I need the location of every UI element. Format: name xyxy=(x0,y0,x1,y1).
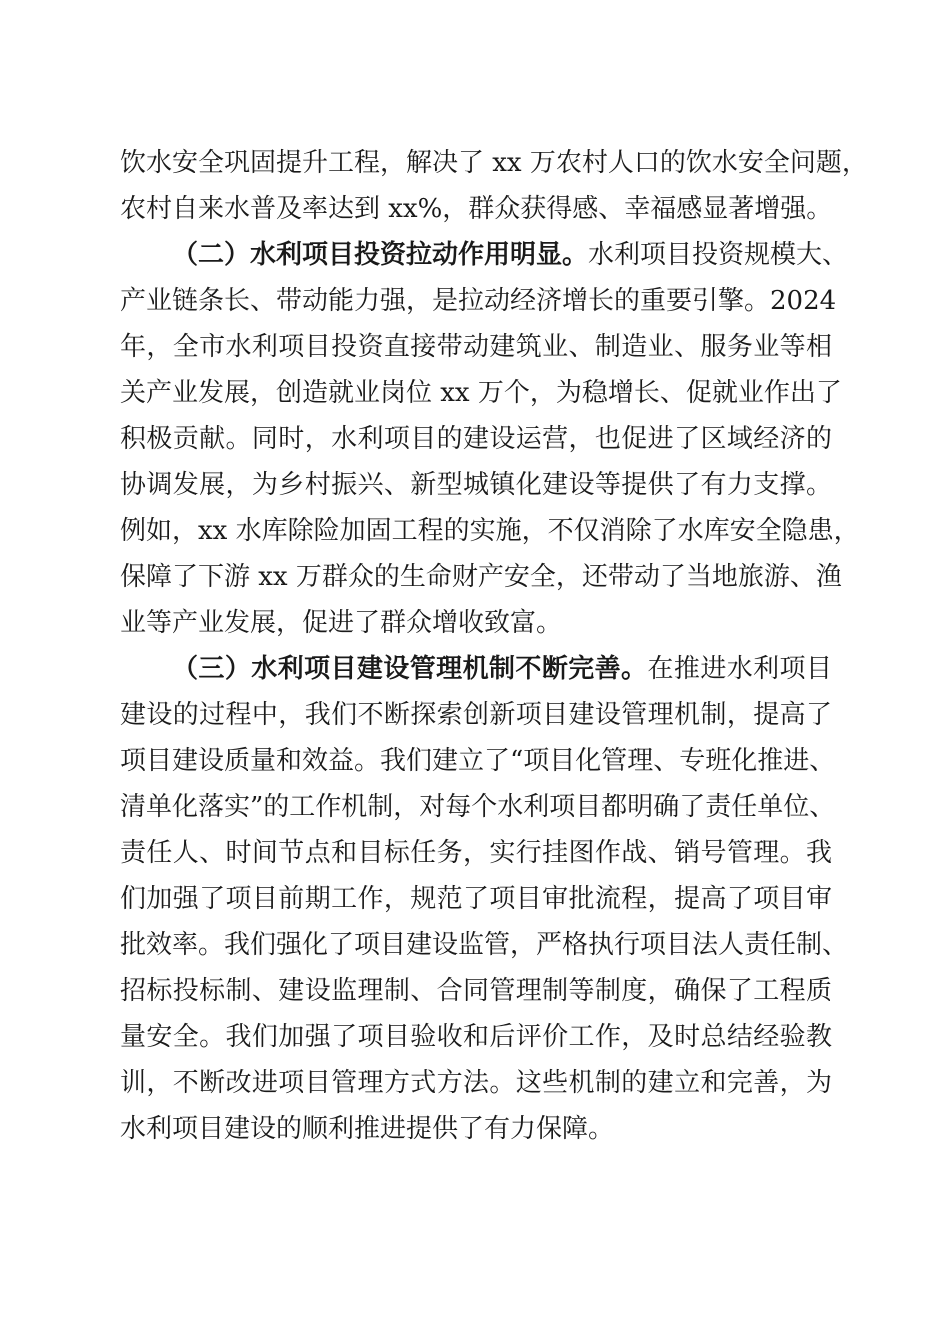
paragraph-3-line-2: 建设的过程中，我们不断探索创新项目建设管理机制，提高了 xyxy=(120,700,832,730)
paragraph-2-line-6: 协调发展，为乡村振兴、新型城镇化建设等提供了有力支撑。 xyxy=(120,470,832,500)
paragraph-3-line-7: 批效率。我们强化了项目建设监管，严格执行项目法人责任制、 xyxy=(120,930,849,960)
paragraph-3-first-line xyxy=(172,646,832,692)
paragraph-2-line-2: 产业链条长、带动能力强，是拉动经济增长的重要引擎。2024 xyxy=(120,286,837,316)
paragraph-3-line-5: 责任人、时间节点和目标任务，实行挂图作战、销号管理。我 xyxy=(120,838,832,868)
paragraph-3-line-10: 训，不断改进项目管理方式方法。这些机制的建立和完善，为 xyxy=(120,1068,832,1098)
paragraph-2-line-5: 积极贡献。同时，水利项目的建设运营，也促进了区域经济的 xyxy=(120,424,832,454)
paragraph-3-line-3: 项目建设质量和效益。我们建立了“项目化管理、专班化推进、 xyxy=(120,746,836,776)
paragraph-3-line-6: 们加强了项目前期工作，规范了项目审批流程，提高了项目审 xyxy=(120,884,832,914)
paragraph-2-line-4: 关产业发展，创造就业岗位 xx 万个，为稳增长、促就业作出了 xyxy=(120,378,842,408)
paragraph-2-line-9: 业等产业发展，促进了群众增收致富。 xyxy=(120,608,563,638)
paragraph-3-heading: （三）水利项目建设管理机制不断完善。 xyxy=(172,654,648,684)
paragraph-2-line-8: 保障了下游 xx 万群众的生命财产安全，还带动了当地旅游、渔 xyxy=(120,562,842,592)
paragraph-3-line-4: 清单化落实”的工作机制，对每个水利项目都明确了责任单位、 xyxy=(120,792,836,822)
paragraph-3-line-9: 量安全。我们加强了项目验收和后评价工作，及时总结经验教 xyxy=(120,1022,832,1052)
paragraph-3-line-11: 水利项目建设的顺利推进提供了有力保障。 xyxy=(120,1114,615,1144)
paragraph-1-line-1: 饮水安全巩固提升工程，解决了 xx 万农村人口的饮水安全问题， xyxy=(120,148,868,178)
paragraph-2-line-3: 年，全市水利项目投资直接带动建筑业、制造业、服务业等相 xyxy=(120,332,832,362)
paragraph-3-line-8: 招标投标制、建设监理制、合同管理制等制度，确保了工程质 xyxy=(120,976,832,1006)
paragraph-2-line-1: 水利项目投资规模大、 xyxy=(588,240,849,270)
paragraph-2-heading: （二）水利项目投资拉动作用明显。 xyxy=(172,240,589,270)
paragraph-2-first-line xyxy=(172,232,849,278)
paragraph-3-line-1: 在推进水利项目 xyxy=(647,654,832,684)
paragraph-2-line-7: 例如，xx 水库除险加固工程的实施，不仅消除了水库安全隐患， xyxy=(120,516,860,546)
paragraph-1-line-2: 农村自来水普及率达到 xx%，群众获得感、幸福感显著增强。 xyxy=(120,194,833,224)
